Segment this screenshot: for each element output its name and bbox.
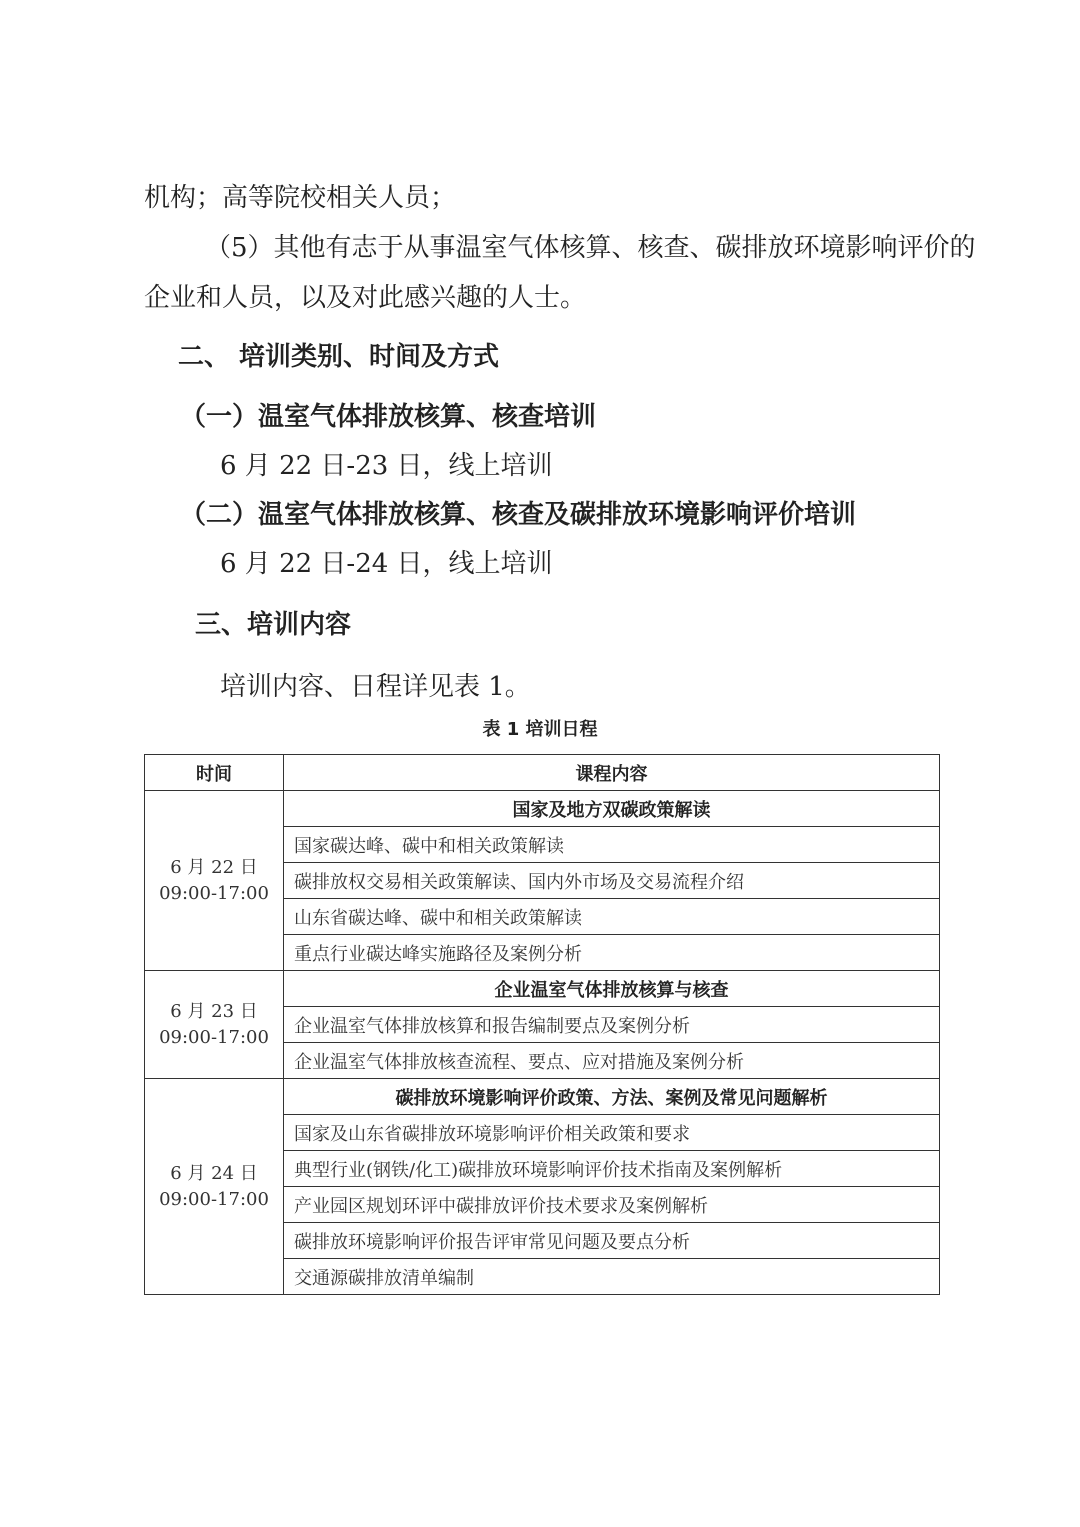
paragraph-2: （5）其他有志于从事温室气体核算、核查、碳排放环境影响评价的 — [205, 233, 976, 263]
course-item: 典型行业(钢铁/化工)碳排放环境影响评价技术指南及案例解析 — [284, 1151, 940, 1187]
day-2-hours: 09:00-17:00 — [159, 1026, 269, 1048]
course-item: 山东省碳达峰、碳中和相关政策解读 — [284, 899, 940, 935]
table-row — [145, 971, 940, 1007]
course-item: 碳排放权交易相关政策解读、国内外市场及交易流程介绍 — [284, 863, 940, 899]
paragraph-3: 企业和人员，以及对此感兴趣的人士。 — [144, 283, 587, 313]
day-2-date: 6 月 23 日 — [170, 1000, 258, 1022]
table-caption: 表 1 培训日程 — [482, 719, 598, 740]
day-1-time-cell — [145, 791, 284, 971]
subsection-2-detail: 6 月 22 日-24 日，线上培训 — [220, 549, 553, 579]
course-item: 国家碳达峰、碳中和相关政策解读 — [284, 827, 940, 863]
subsection-1-heading: （一）温室气体排放核算、核查培训 — [180, 402, 597, 432]
day-2-topic: 企业温室气体排放核算与核查 — [284, 971, 940, 1007]
table-row — [145, 791, 940, 827]
day-1-topic: 国家及地方双碳政策解读 — [284, 791, 940, 827]
section-2-heading: 二、 培训类别、时间及方式 — [178, 342, 500, 372]
day-3-date: 6 月 24 日 — [170, 1162, 258, 1184]
course-item: 碳排放环境影响评价报告评审常见问题及要点分析 — [284, 1223, 940, 1259]
header-content: 课程内容 — [284, 755, 940, 791]
header-time: 时间 — [145, 755, 284, 791]
course-item: 重点行业碳达峰实施路径及案例分析 — [284, 935, 940, 971]
course-item: 交通源碳排放清单编制 — [284, 1259, 940, 1295]
course-item: 企业温室气体排放核算和报告编制要点及案例分析 — [284, 1007, 940, 1043]
section-3-heading: 三、培训内容 — [195, 610, 352, 640]
day-3-hours: 09:00-17:00 — [159, 1188, 269, 1210]
table-row — [145, 1079, 940, 1115]
day-1-date: 6 月 22 日 — [170, 856, 258, 878]
day-2-time-cell — [145, 971, 284, 1079]
course-item: 国家及山东省碳排放环境影响评价相关政策和要求 — [284, 1115, 940, 1151]
day-3-topic: 碳排放环境影响评价政策、方法、案例及常见问题解析 — [284, 1079, 940, 1115]
day-1-hours: 09:00-17:00 — [159, 882, 269, 904]
paragraph-1: 机构；高等院校相关人员； — [144, 183, 457, 213]
subsection-1-detail: 6 月 22 日-23 日，线上培训 — [220, 451, 553, 481]
section-3-text: 培训内容、日程详见表 1。 — [220, 672, 531, 702]
course-item: 企业温室气体排放核查流程、要点、应对措施及案例分析 — [284, 1043, 940, 1079]
course-item: 产业园区规划环评中碳排放评价技术要求及案例解析 — [284, 1187, 940, 1223]
subsection-2-heading: （二）温室气体排放核算、核查及碳排放环境影响评价培训 — [180, 500, 857, 530]
table-header-row — [145, 755, 940, 791]
schedule-table — [144, 754, 940, 1295]
day-3-time-cell — [145, 1079, 284, 1295]
